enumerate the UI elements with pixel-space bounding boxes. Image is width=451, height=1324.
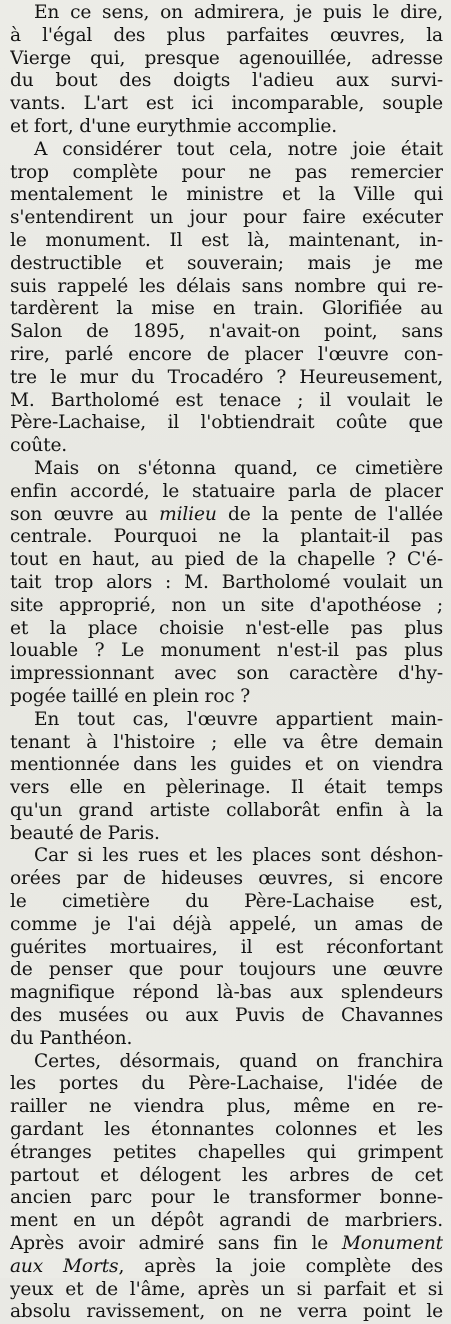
text-line: vers elle en pèlerinage. Il était temps: [10, 777, 443, 799]
text-line: du Panthéon.: [10, 1027, 133, 1049]
text-line: comme je l'ai déjà appelé, un amas de: [10, 913, 443, 935]
text-line: et la place choisie n'est-elle pas plus: [10, 617, 443, 639]
paragraph: [10, 1051, 443, 1324]
text-line: gardant les étonnantes colonnes et les: [10, 1119, 443, 1141]
text-line: absolu ravissement, on ne verra point le: [10, 1301, 443, 1323]
text-line: mentionnée dans les guides et on viendra: [10, 754, 443, 776]
text-line: Salon de 1895, n'avait-on point, sans: [10, 321, 443, 343]
text-line: les portes du Père-Lachaise, l'idée de: [10, 1073, 443, 1095]
text-line: tardèrent la mise en train. Glorifiée au: [10, 298, 443, 320]
paragraph: [10, 458, 443, 709]
text-line: beauté de Paris.: [10, 822, 160, 844]
text-line: louable ? Le monument n'est-il pas plus: [10, 640, 443, 662]
text-line: pogée taillé en plein roc ?: [10, 685, 251, 707]
text-line: mentalement le ministre et la Ville qui: [10, 184, 443, 206]
text-line: et fort, d'une eurythmie accomplie.: [10, 115, 338, 137]
text-line: à l'égal des plus parfaites œuvres, la: [10, 24, 443, 46]
text-line: Car si les rues et les places sont déshon-: [34, 845, 443, 867]
text-line: site approprié, non un site d'apothéose ;: [10, 594, 443, 616]
text-line: tenant à l'histoire ; elle va être demain: [10, 731, 443, 753]
paragraph: [10, 2, 443, 139]
text-line: vants. L'art est ici incomparable, souple: [10, 93, 443, 115]
text-line: En ce sens, on admirera, je puis le dire,: [34, 2, 443, 23]
text-line: étranges petites chapelles qui grimpent: [10, 1141, 443, 1163]
text-line: Père-Lachaise, il l'obtiendrait coûte que: [10, 412, 443, 434]
text-line: aux Morts, après la joie complète des: [10, 1255, 443, 1277]
text-line: partout et délogent les arbres de cet: [10, 1164, 443, 1186]
text-line: Mais on s'étonna quand, ce cimetière: [34, 457, 443, 479]
text-line: railler ne viendra plus, même en re-: [10, 1096, 443, 1118]
paragraph: [10, 139, 443, 458]
text-line: rire, parlé encore de placer l'œuvre con-: [10, 343, 443, 365]
text-line: Certes, désormais, quand on franchira: [34, 1050, 443, 1072]
text-line: Après avoir admiré sans fin le Monument: [10, 1233, 443, 1255]
text-line: le cimetière du Père-Lachaise est,: [10, 891, 443, 913]
text-line: qu'un grand artiste collaborât enfin à la: [10, 799, 443, 821]
text-line: trop complète pour ne pas remercier: [10, 161, 443, 183]
text-line: coûte.: [10, 435, 68, 457]
paragraph: [10, 709, 443, 846]
text-line: enfin accordé, le statuaire parla de placer: [10, 480, 443, 502]
text-line: impressionnant avec son caractère d'hy-: [10, 663, 443, 685]
text-line: s'entendirent un jour pour faire exécuter: [10, 207, 443, 229]
text-line: tait trop alors : M. Bartholomé voulait un: [10, 571, 443, 593]
text-line: orées par de hideuses œuvres, si encore: [10, 868, 443, 890]
text-line: ment en un dépôt agrandi de marbriers.: [10, 1210, 443, 1232]
text-line: centrale. Pourquoi ne la plantait-il pas: [10, 526, 443, 548]
text-line: Vierge qui, presque agenouillée, adresse: [10, 47, 443, 69]
text-line: M. Bartholomé est tenace ; il voulait le: [10, 389, 443, 411]
text-line: A considérer tout cela, notre joie était: [34, 138, 443, 160]
text-line: ancien parc pour le transformer bonne-: [10, 1187, 443, 1209]
text-line: magnifique répond là-bas aux splendeurs: [10, 982, 443, 1004]
text-line: tout en haut, au pied de la chapelle ? C'é-: [10, 549, 443, 571]
text-line: tre le mur du Trocadéro ? Heureusement,: [10, 366, 443, 388]
text-line: destructible et souverain; mais je me: [10, 252, 443, 274]
text-line: yeux et de l'âme, après un si parfait et si: [10, 1278, 443, 1300]
paragraph: [10, 845, 443, 1050]
text-line: le monument. Il est là, maintenant, in-: [10, 229, 443, 251]
text-line: du bout des doigts l'adieu aux survi-: [10, 70, 443, 92]
text-line: suis rappelé les délais sans nombre qui re-: [10, 275, 443, 297]
text-line: guérites mortuaires, il est réconfortant: [10, 936, 443, 958]
text-line: son œuvre au milieu de la pente de l'allée: [10, 503, 443, 525]
text-line: En tout cas, l'œuvre appartient main-: [34, 708, 443, 730]
text-line: des musées ou aux Puvis de Chavannes: [10, 1005, 443, 1027]
text-line: de penser que pour toujours une œuvre: [10, 959, 443, 981]
